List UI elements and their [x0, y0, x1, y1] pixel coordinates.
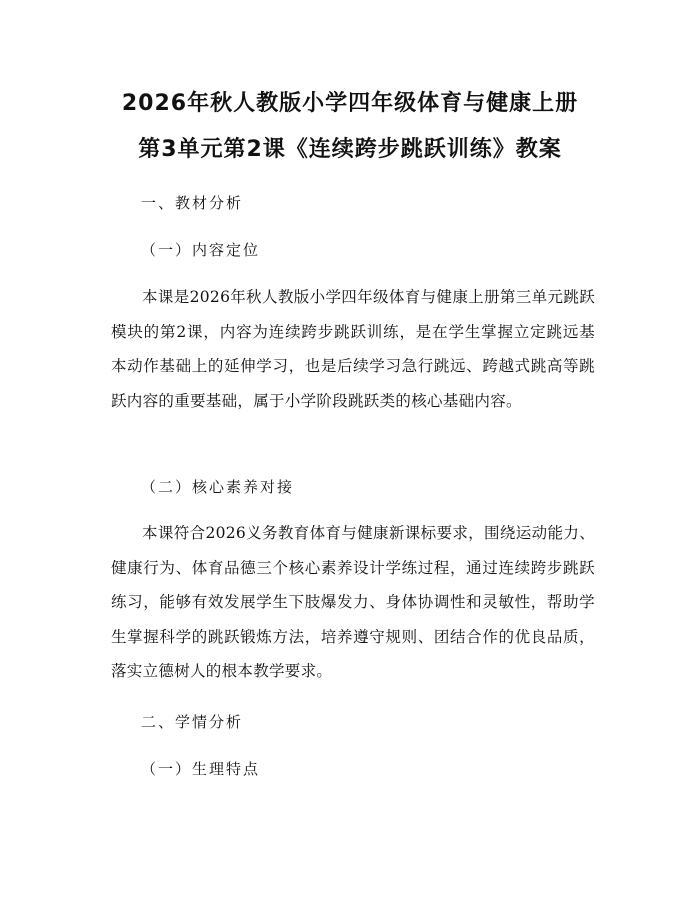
section-heading-student-analysis: 二、学情分析 — [141, 713, 244, 731]
subsection-heading-core-literacy: （二）核心素养对接 — [141, 478, 295, 496]
document-title-line-1: 2026年秋人教版小学四年级体育与健康上册 — [121, 91, 579, 116]
subsection-heading-physiological-traits: （一）生理特点 — [141, 760, 261, 778]
subsection-heading-content-positioning: （一）内容定位 — [141, 241, 261, 259]
paragraph-core-literacy: 本课符合2026义务教育体育与健康新课标要求，围绕运动能力、健康行为、体育品德三个核心素养设计学练过程，通过连续跨步跳跃练习，能够有效发展学生下肢爆发力、身体协调性和灵敏性，帮助学生掌握科学的跳跃锻炼方法，培养遵守规则、团结合作的优良品质，落实立德树人的根本教学要求。 — [111, 524, 595, 681]
section-heading-teaching-material-analysis: 一、教材分析 — [141, 194, 244, 212]
document-title-line-2: 第3单元第2课《连续跨步跳跃训练》教案 — [138, 137, 562, 162]
paragraph-content-positioning: 本课是2026年秋人教版小学四年级体育与健康上册第三单元跳跃模块的第2课，内容为连续跨步跳跃训练，是在学生掌握立定跳远基本动作基础上的延伸学习，也是后续学习急行跳远、跨越式跳高等跳跃内容的重要基础，属于小学阶段跳跃类的核心基础内容。 — [111, 288, 595, 410]
